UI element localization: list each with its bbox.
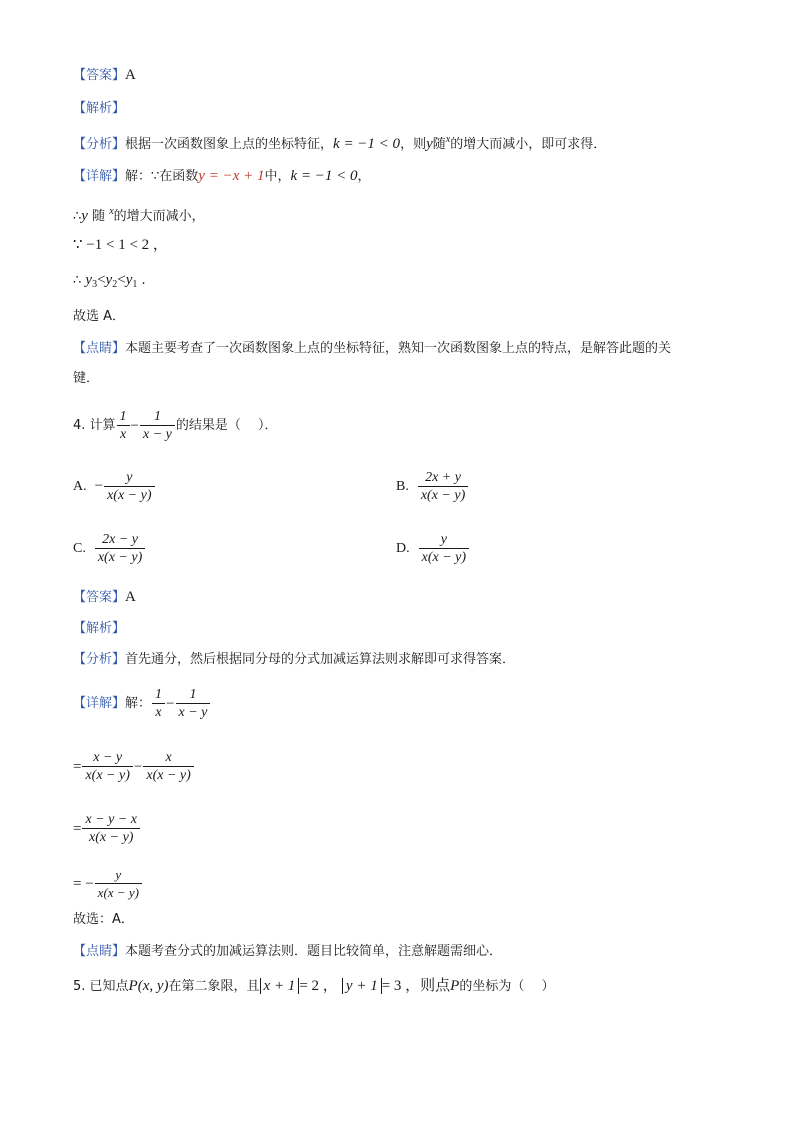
q4-choose-line — [73, 911, 134, 929]
q5-abs-x: x + 1 — [260, 978, 300, 994]
q4-answer-tag: 【答案】 — [73, 590, 126, 605]
fenxi-x-var: x — [445, 134, 451, 145]
q5-stem-suffix: 的坐标为（ ） — [459, 979, 555, 994]
q5-stem-middle: 在第二象限，且 — [168, 979, 260, 994]
q3-analysis-line — [73, 100, 125, 118]
q5-eq-1: = 2 ， — [299, 978, 338, 994]
q4-fenxi-text: 首先通分，然后根据同分母的分式加减运算法则求解即可求得答案． — [125, 652, 516, 667]
option-c-fraction — [95, 531, 145, 566]
q4-stem-f2-denominator: x − y — [143, 427, 172, 442]
q5-eq-2: = 3 ，则点 — [381, 978, 451, 994]
xiangjie-text-b: 中， — [264, 169, 291, 184]
option-d-label: D. — [396, 540, 410, 556]
q4-xj-fraction-1 — [152, 686, 165, 721]
option-c-denominator: x(x − y) — [97, 550, 143, 565]
q4-xj-f1-denominator: x — [155, 705, 162, 720]
q3-xiangjie-line — [73, 167, 371, 186]
option-a-denominator: x(x − y) — [107, 488, 152, 503]
option-c-numerator: 2x − y — [95, 531, 145, 549]
q4-stem-suffix: 的结果是（ ）． — [175, 417, 278, 433]
q3-step1-line — [73, 203, 205, 226]
q3-choose-line — [73, 308, 125, 326]
option-a-fraction — [104, 469, 154, 504]
dianjing-text-2: 键． — [73, 371, 100, 386]
step3-y1: y — [125, 272, 133, 288]
dianjing-tag: 【点睛】 — [73, 341, 126, 356]
q4-stem-f1-denominator: x — [119, 427, 127, 442]
q4-stem-minus: − — [130, 417, 140, 434]
step3-y2: y — [105, 272, 113, 288]
q4-xj-f2-numerator: 1 — [176, 686, 211, 704]
fenxi-text-a: 根据一次函数图象上点的坐标特征， — [125, 137, 334, 152]
q4-step1-f2-denominator: x(x − y) — [146, 768, 191, 783]
option-d[interactable] — [396, 531, 470, 566]
xiangjie-tag: 【详解】 — [73, 169, 126, 184]
q4-answer-line — [73, 588, 136, 607]
step1-text-b: 随 — [87, 209, 110, 224]
q4-step1-fraction-1 — [82, 749, 132, 784]
option-a[interactable] — [73, 469, 156, 504]
fenxi-text-c: 随 — [432, 137, 446, 152]
step1-text-c: 的增大而减小， — [113, 209, 205, 224]
q4-step1-f2-numerator: x — [143, 749, 193, 767]
q4-xj-fraction-2 — [176, 686, 211, 721]
q4-stem-f1-numerator: 1 — [117, 408, 130, 426]
answer-tag: 【答案】 — [73, 68, 126, 83]
q4-xiangjie-text: 解： — [125, 695, 152, 711]
option-a-sign: − — [94, 478, 104, 494]
q4-dianjing-line — [73, 943, 502, 961]
q4-step1 — [73, 749, 195, 784]
q4-step1-f1-numerator: x − y — [82, 749, 132, 767]
q3-dianjing-line-2 — [73, 370, 99, 388]
step3-sub3: 3 — [92, 279, 98, 290]
option-a-label: A. — [73, 478, 87, 494]
q4-dianjing-tag: 【点睛】 — [73, 944, 126, 959]
therefore-symbol: ∴ — [73, 209, 82, 224]
q4-step1-fraction-2 — [143, 749, 193, 784]
less-than-1: < — [97, 272, 106, 288]
q4-xiangjie-tag: 【详解】 — [73, 695, 126, 711]
q4-step3-numerator: y — [95, 866, 142, 884]
xiangjie-text-a: 解：∵在函数 — [125, 169, 199, 184]
q3-choose-text: 故选 A． — [73, 309, 126, 324]
q5-stem-prefix: 5. 已知点 — [73, 979, 129, 994]
q4-step1-minus: − — [133, 758, 143, 775]
q4-step2 — [73, 811, 141, 846]
step2-inequality: ∵ −1 < 1 < 2 ， — [73, 237, 168, 253]
q4-fenxi-tag: 【分析】 — [73, 652, 126, 667]
q4-dianjing-text: 本题考查分式的加减运算法则．题目比较简单，注意解题需细心． — [125, 944, 503, 959]
step3-y3: y — [85, 272, 93, 288]
q4-fenxi-line — [73, 651, 515, 669]
q4-stem-f2-numerator: 1 — [140, 408, 175, 426]
xiangjie-text-c: ， — [357, 169, 371, 184]
q4-analysis-tag: 【解析】 — [73, 621, 126, 636]
fenxi-text-b: ，则 — [400, 137, 427, 152]
q3-fenxi-line — [73, 131, 606, 154]
option-b[interactable] — [396, 469, 469, 504]
fenxi-tag: 【分析】 — [73, 137, 126, 152]
q4-step2-equals: = — [73, 820, 82, 837]
step1-y-var: y — [81, 208, 88, 224]
fenxi-k-condition: k = −1 < 0 — [333, 136, 401, 152]
q5-point-p: P — [450, 978, 460, 994]
option-a-numerator: y — [104, 469, 154, 487]
analysis-tag: 【解析】 — [73, 101, 126, 116]
option-d-denominator: x(x − y) — [421, 550, 467, 565]
xiangjie-k-condition: k = −1 < 0 — [290, 168, 358, 184]
answer-value: A — [125, 67, 136, 83]
q4-step3 — [73, 866, 143, 901]
q4-step2-fraction — [82, 811, 140, 846]
q4-choose-text: 故选：A． — [73, 912, 134, 927]
option-b-numerator: 2x + y — [418, 469, 468, 487]
xiangjie-function: y = −x + 1 — [198, 168, 265, 184]
option-c-label: C. — [73, 540, 86, 556]
q4-step3-fraction — [95, 866, 142, 901]
step1-x-var: x — [109, 206, 114, 217]
q4-step3-denominator: x(x − y) — [97, 885, 139, 900]
q4-step1-equals: = — [73, 758, 82, 775]
fenxi-y-var: y — [426, 136, 433, 152]
q5-abs-y: y + 1 — [342, 978, 382, 994]
q4-xj-minus: − — [166, 695, 175, 712]
q4-stem-fraction-2 — [140, 408, 175, 443]
q5-stem — [73, 977, 554, 996]
option-c[interactable] — [73, 531, 146, 566]
dianjing-text-1: 本题主要考查了一次函数图象上点的坐标特征，熟知一次函数图象上点的特点，是解答此题的关 — [125, 341, 672, 356]
q4-xj-f1-numerator: 1 — [152, 686, 165, 704]
q4-step2-numerator: x − y − x — [82, 811, 140, 829]
option-b-fraction — [418, 469, 468, 504]
q5-point: P(x, y) — [128, 978, 169, 994]
q4-answer-value: A — [125, 589, 136, 605]
step3-period: . — [137, 273, 146, 288]
option-b-denominator: x(x − y) — [420, 488, 466, 503]
option-d-fraction — [419, 531, 469, 566]
q4-stem-fraction-1 — [117, 408, 130, 443]
step3-therefore: ∴ — [73, 273, 86, 288]
q4-xj-f2-denominator: x − y — [178, 705, 208, 720]
step3-sub2: 2 — [112, 279, 118, 290]
option-d-numerator: y — [419, 531, 469, 549]
q4-stem — [73, 408, 278, 443]
q3-step2-line — [73, 236, 168, 255]
q4-step2-denominator: x(x − y) — [89, 830, 134, 845]
q3-answer-line — [73, 66, 136, 85]
q4-analysis-line — [73, 620, 125, 638]
option-b-label: B. — [396, 478, 409, 494]
q4-step1-f1-denominator: x(x − y) — [85, 768, 130, 783]
q4-stem-prefix: 4. 计算 — [73, 417, 116, 433]
fenxi-text-d: 的增大而减小，即可求得． — [450, 137, 607, 152]
q4-step3-equals: = − — [73, 875, 94, 892]
less-than-2: < — [117, 272, 126, 288]
q3-step3-line — [73, 271, 146, 294]
q4-xiangjie-line — [73, 686, 211, 721]
step3-sub1: 1 — [132, 279, 138, 290]
q3-dianjing-line — [73, 340, 671, 358]
